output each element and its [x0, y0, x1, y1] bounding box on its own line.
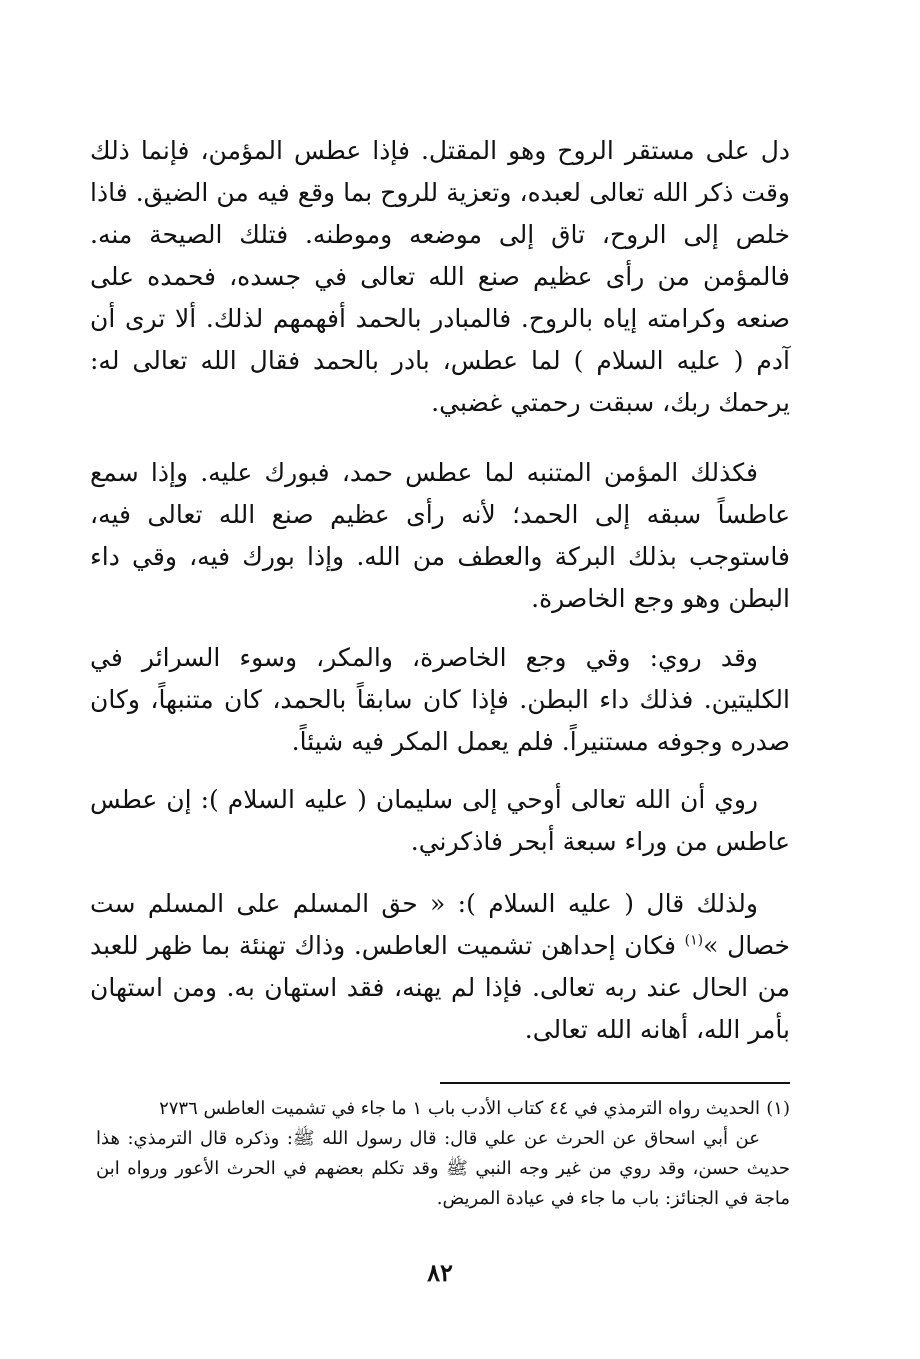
paragraph-4: روي أن الله تعالى أوحي إلى سليمان ( عليه السلام ): إن عطس عاطس من وراء سبعة أبحر فاذكرني.: [90, 785, 790, 856]
footnote-line-1: الحديث رواه الترمذي في ٤٤ كتاب الأدب باب ١ ما جاء في تشميت العاطس ٢٧٣٦: [159, 1098, 760, 1119]
paragraph-2: فكذلك المؤمن المتنبه لما عطس حمد، فبورك عليه. وإذا سمع عاطساً سبقه إلى الحمد؛ لأنه رأى عظيم صنع الله تعالى فيه، فاستوجب بذلك البركة والعطف من الله. وإذا بورك فيه، وقي داء البطن وهو وجع الخاصرة.: [90, 458, 790, 613]
footnote-continuation: عن أبي اسحاق عن الحرث عن علي قال: قال رسول الله ﷺ: وذكره قال الترمذي: هذا حديث حسن، وقد روي من غير وجه النبي ﷺ وقد تكلم بعضهم في الحرث الأعور ورواه ابن ماجة في الجنائز: باب ما جاء في عيادة المريض.: [96, 1128, 790, 1209]
footnote: [96, 1094, 790, 1214]
footnote-number: (١): [766, 1098, 790, 1119]
footnote-reference[interactable]: (١): [684, 932, 704, 949]
paragraph-5-text-after-ref: فكان إحداهن تشميت العاطس. وذاك تهنئة بما ظهر للعبد من الحال عند ربه تعالى. فإذا لم يهنه، فقد استهان به. ومن استهان بأمر الله، أهانه الله تعالى.: [90, 931, 790, 1044]
paragraph-5-text-before-ref: ولذلك قال ( عليه السلام ): « حق المسلم على المسلم ست خصال »: [90, 889, 790, 960]
footnote-divider: [440, 1082, 790, 1084]
paragraph-3: وقد روي: وقي وجع الخاصرة، والمكر، وسوء السرائر في الكليتين. فذلك داء البطن. فإذا كان سابقاً بالحمد، كان متنبهاً، وكان صدره وجوفه مستنيراً. فلم يعمل المكر فيه شيئاً.: [90, 643, 790, 756]
paragraph-5: [90, 883, 790, 1051]
paragraph-1: دل على مستقر الروح وهو المقتل. فإذا عطس المؤمن، فإنما ذلك وقت ذكر الله تعالى لعبده، وتعزية للروح بما وقع فيه من الضيق. فاذا خلص إلى الروح، تاق إلى موضعه وموطنه. فتلك الصيحة منه. فالمؤمن من رأى عظيم صنع الله تعالى في جسده، فحمده على صنعه وكرامته إياه بالروح. فالمبادر بالحمد أفهمهم لذلك. ألا ترى أن آدم ( عليه السلام ) لما عطس، بادر بالحمد فقال الله تعالى له: يرحمك ربك، سبقت رحمتي غضبي.: [90, 136, 790, 417]
page-number: ٨٢: [427, 1258, 453, 1287]
